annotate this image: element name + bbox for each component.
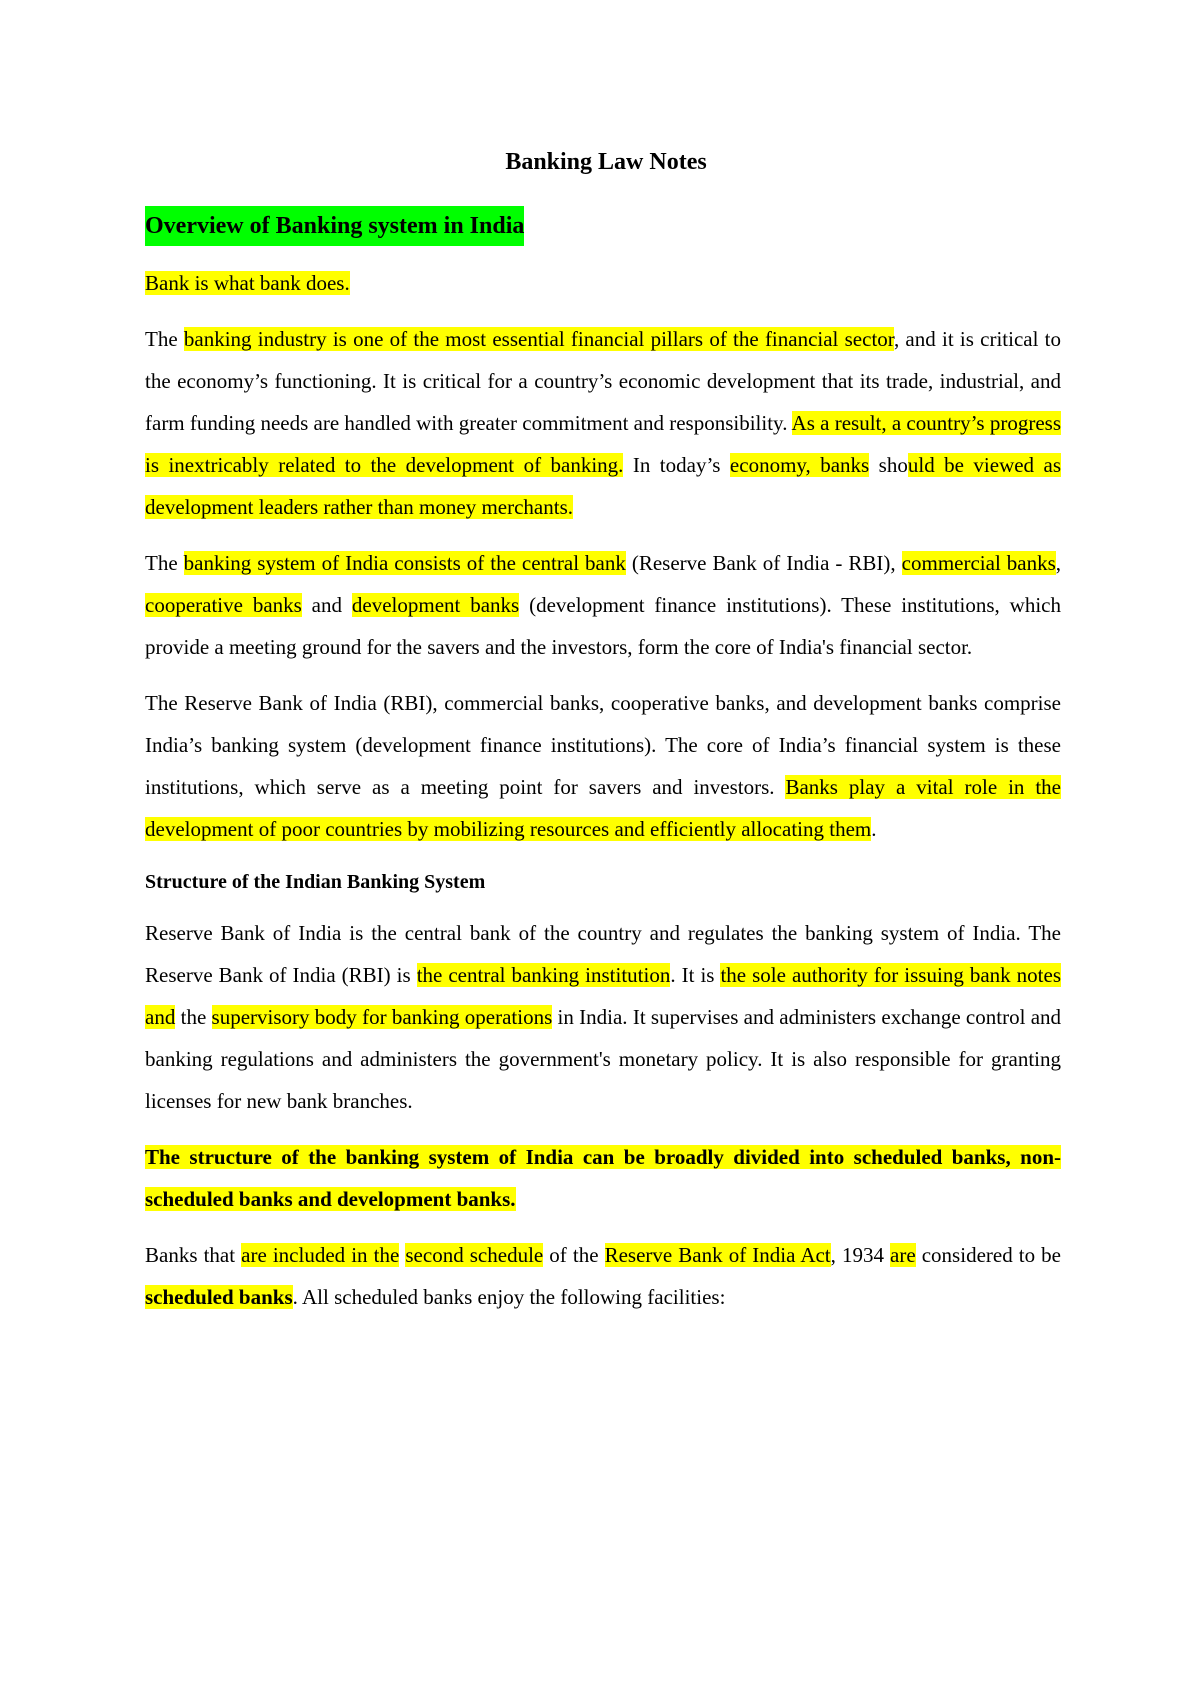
paragraph-rbi-role (145, 912, 1061, 1122)
text-run: (Reserve Bank of India - RBI), (625, 551, 902, 575)
text-run: in India. It supervises and administers exchange control and banking regulations and administers the government's monetary policy. It is also responsible for granting licenses for new bank branches. (145, 1005, 1062, 1113)
text-run: (development finance institutions). These institutions, which provide a meeting ground for the savers and the investors, form the core of India's financial sector. (145, 593, 1061, 659)
text-run: . All scheduled banks enjoy the following facilities: (292, 1285, 726, 1309)
paragraph-bank-definition (145, 262, 1061, 304)
highlight: Reserve Bank of India Act (604, 1243, 831, 1267)
highlight: the sole authority for issuing bank notes and (145, 963, 1061, 1029)
paragraph-structure-division (145, 1136, 1061, 1220)
text-run: sho (869, 453, 908, 477)
text-run: In today’s (623, 453, 730, 477)
highlight: banking system of India consists of the central bank (183, 551, 626, 575)
text-run: The Reserve Bank of India (RBI), commercial banks, cooperative banks, and development banks comprise India’s banking system (development finance institutions). The core of India’s financial system is these institutions, which serve as a meeting point for savers and investors. (145, 691, 1061, 799)
highlight: banking industry is one of the most essential financial pillars of the financial sector (183, 327, 894, 351)
highlight-bold: scheduled banks (145, 1285, 293, 1309)
paragraph-banking-industry (145, 318, 1061, 528)
highlight: commercial banks (901, 551, 1056, 575)
text-run: and (301, 593, 352, 617)
section-heading-structure: Structure of the Indian Banking System (145, 871, 486, 893)
text-run: considered to be (915, 1243, 1061, 1267)
highlight: uld be viewed as development leaders rather than money merchants. (145, 453, 1061, 519)
text-run: of the (543, 1243, 605, 1267)
highlight: supervisory body for banking operations (211, 1005, 553, 1029)
text-run: . (871, 817, 877, 841)
text-run: Reserve Bank of India is the central bank of the country and regulates the banking system of India. The Reserve Bank of India (RBI) is (145, 921, 1061, 987)
highlight: the central banking institution (416, 963, 671, 987)
text-run: . It is (670, 963, 721, 987)
highlight: As a result, a country’s progress is inextricably related to the development of banking. (145, 411, 1061, 477)
highlight: Bank is what bank does. (145, 271, 350, 295)
highlight: second schedule (405, 1243, 544, 1267)
section-heading-overview: Overview of Banking system in India (145, 206, 524, 246)
text-run: , (1055, 551, 1062, 575)
highlight: economy, banks (729, 453, 870, 477)
text-run: , 1934 (830, 1243, 891, 1267)
highlight: are (890, 1243, 916, 1267)
text-run: the (175, 1005, 212, 1029)
text-run: The (145, 551, 184, 575)
highlight: are included in the (241, 1243, 400, 1267)
paragraph-rbi-overview (145, 682, 1061, 850)
highlight: The structure of the banking system of India can be broadly divided into scheduled banks, non-scheduled banks and development banks. (145, 1145, 1061, 1211)
paragraph-scheduled-banks (145, 1234, 1061, 1318)
text-run: The (145, 327, 184, 351)
text-run: , and it is critical to the economy’s functioning. It is critical for a country’s economic development that its trade, industrial, and farm funding needs are handled with greater commitment and responsibility. (145, 327, 1061, 435)
highlight: development banks (351, 593, 520, 617)
highlight: cooperative banks (145, 593, 302, 617)
paragraph-banking-system (145, 542, 1061, 668)
document-title: Banking Law Notes (505, 149, 707, 175)
highlight: Banks play a vital role in the development of poor countries by mobilizing resources and efficiently allocating them (145, 775, 1061, 841)
text-run: Banks that (145, 1243, 242, 1267)
